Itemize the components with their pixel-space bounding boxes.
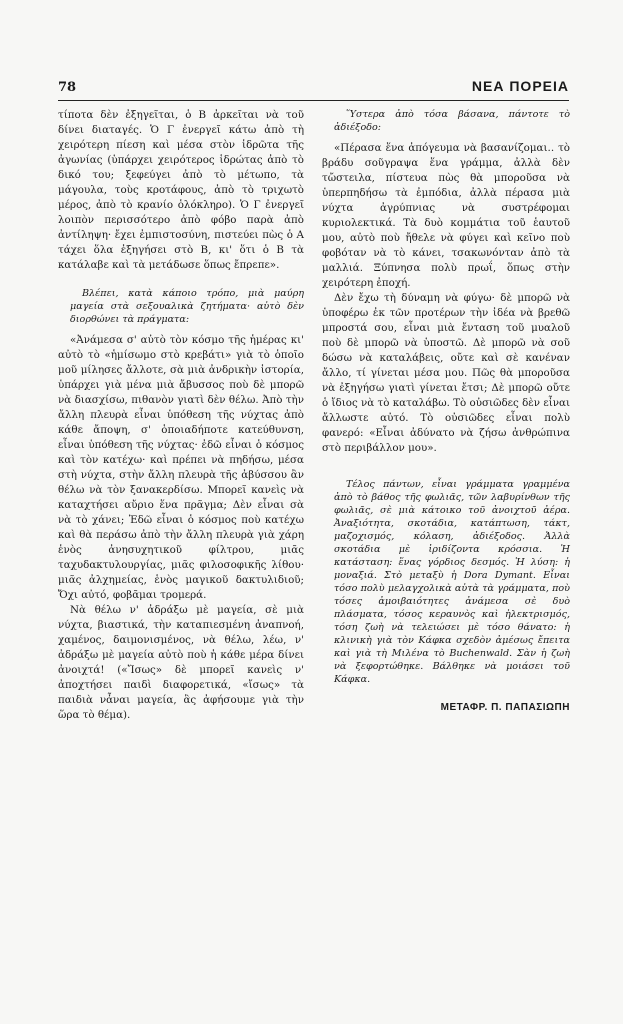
spacer [58,326,304,333]
translator-signature: ΜΕΤΑΦΡ. Π. ΠΑΠΑΣΙΩΠΗ [440,702,570,713]
right-column [322,108,570,715]
spacer [322,456,570,478]
left-paragraph-2: «Ἀνάμεσα σ' αὐτὸ τὸν κόσμο τῆς ἡμέρας κι' αὐτὸ τὸ «ἡμίσωμο στὸ κρεβάτι» γιὰ τὸ ὁποῖο μοῦ μίλησες ἄλλοτε, σὰ μιὰ ἀνδρικὴν ἱστορία, ὑπάρχει γιὰ μένα μιὰ ἄβυσσος ποὺ δὲ μπορῶ νὰ διασχίσω, πιθανὸν γιατὶ δὲν θέλω. Ἀπὸ τὴν ἄλλη πλευρὰ εἶναι ὑπόθεση τῆς νύχτας ἀπὸ κάθε ἄποψη, σ' ὁποιαδήποτε κατεύθυνση, εἶναι ὑπόθεση τῆς νύχτας· ἐδῶ εἶναι ὁ κόσμος καὶ τὸν κατέχω· καὶ πρέπει νὰ πηδήσω, μέσα στὴ νύχτα, στὴν ἄλλη πλευρὰ τῆς ἀβύσσου ἂν θέλω νὰ τὸν ξανακερδίσω. Μπορεῖ κανεὶς νὰ καταχτήσει αὔριο ἕνα πρᾶγμα; Δὲν εἶναι σὰ νὰ τὸ χάνει; Ἐδῶ εἶναι ὁ κόσμος ποὺ κατέχω καὶ θὰ περάσω ἀπὸ τὴν ἄλλη πλευρὰ γιὰ χάρη ἑνὸς ἀνησυχητικοῦ φίλτρου, μιᾶς ταχυδακτυλουργίας, μιᾶς φιλοσοφικῆς λίθου· μιᾶς ἀλχημείας, ἑνὸς μαγικοῦ δακτυλιδιοῦ; Ὄχι αὐτό, φοβᾶμαι τρομερά. [58,334,304,601]
right-paragraph-2: Δὲν ἔχω τὴ δύναμη νὰ φύγω· δὲ μπορῶ νὰ ὑποφέρω ἐκ τῶν προτέρων τὴν ἰδέα νὰ βρεθῶ μπροστά σου, εἶναι μιὰ ἔνταση τοῦ μυαλοῦ ποὺ δὲ μπορῶ νὰ ὑποστῶ. Δὲ μπορῶ νὰ σοῦ δώσω νὰ καταλάβεις, οὔτε καὶ σὲ κανέναν ἄλλο, τί γίνεται μέσα μου. Πῶς θὰ μποροῦσα νὰ ἐξηγήσω γιατὶ γίνεται ἔτσι; Δὲ μπορῶ οὔτε ὁ ἴδιος νὰ τὸ καταλάβω. Τὸ οὐσιῶδες δὲν εἶναι ἄλλωστε αὐτό. Τὸ οὐσιῶδες εἶναι πολὺ φανερό: «Εἶναι ἀδύνατο νὰ ζήσω ἀνθρώπινα στὸ περιβάλλον μου». [322,292,570,454]
journal-title: ΝΕΑ ΠΟΡΕΙΑ [471,78,569,94]
page-number: 78 [58,80,77,95]
header-rule [58,100,569,101]
right-closing-commentary: Τέλος πάντων, εἶναι γράμματα γραμμένα ἀπὸ τὸ βάθος τῆς φωλιᾶς, τῶν λαβυρίνθων τῆς φωλιᾶς, σὲ μιὰ κάτοικο τοῦ ἀνοιχτοῦ ἀέρα. Ἀναξιότητα, σκοτάδια, κατάπτωση, τάκτ, μαζοχισμός, κόλαση, ἀδιέξοδος. Ἀλλὰ σκοτάδια μὲ ἰριδίζοντα κρόσσια. Ἡ κατάσταση: ἕνας γόρδιος δεσμός. Ἡ λύση: ἡ μοναξιά. Στὸ μεταξὺ ἡ Dora Dymant. Εἶναι τόσο πολὺ μελαγχολικὰ αὐτὰ τὰ γράμματα, ποὺ τόσες ἀμοιβαιότητες ἀνάμεσα σὲ δυὸ πλάσματα, τόσος κεραυνὸς καὶ ἠλεκτρισμός, τόση ζωὴ νὰ τελειώσει μὲ τόσο θάνατο: ἡ κλινικὴ γιὰ τὸν Κάφκα σχεδὸν ἀμέσως ἔπειτα καὶ γιὰ τὴ Μιλένα τὸ Buchenwald. Σὰν ἡ ζωὴ νὰ ξεφορτώθηκε. Βάλθηκε νὰ μοιάσει τοῦ Κάφκα. [334,479,570,685]
right-editorial-intro: Ὕστερα ἀπὸ τόσα βάσανα, πάντοτε τὸ ἀδιέξοδο: [334,109,570,133]
left-paragraph-1: τίποτα δὲν ἐξηγεῖται, ὁ Β ἀρκεῖται νὰ τοῦ δίνει διαταγές. Ὁ Γ ἐνεργεῖ κάτω ἀπὸ τὴ χειρότερη πίεση καὶ μέσα στὸν ἱδρῶτα τῆς ἀγωνίας (ὑπάρχει χειρότερος ἱδρώτας ἀπὸ τὸ δικό του; ξεφεύγει ἀπὸ τὸ μέτωπο, τὰ μάγουλα, τοὺς κροτάφους, ἀπὸ τὸ τριχωτὸ μέρος, ἀπὸ τὸ κρανίο ὁλόκληρο). Ὁ Γ ἐνεργεῖ λοιπὸν περισσότερο ἀπὸ φόβο παρὰ ἀπὸ ἀντίληψη· ἔχει ἐμπιστοσύνη, πιστεύει πὼς ὁ Α τάχει ὅλα ἐξηγήσει στὸ Β, κι' ὅτι ὁ Β τὰ κατάλαβε καὶ τὰ μετάδωσε ὅπως ἔπρεπε». [58,109,304,271]
right-paragraph-1: «Πέρασα ἕνα ἀπόγευμα νὰ βασανίζομαι.. τὸ βράδυ σοῦγραψα ἕνα γράμμα, ἀλλὰ δὲν τὤστειλα, πίστευα πὼς θὰ μποροῦσα νὰ ὑπερπηδήσω τὰ ἐμπόδια, ἀλλὰ πέρασα μιὰ νύχτα ἀγρύπνιας νὰ συστρέφομαι κυριολεκτικά. Τὰ δυὸ κομμάτια τοῦ ἑαυτοῦ μου, αὐτὸ ποὺ ἤθελε νὰ φύγει καὶ κεῖνο ποὺ φοβόταν νὰ τὸ κάνει, τσακωνόνταν ἀπὸ τὰ μαλλιά. Ξύπνησα πολὺ πρωΐ, ὅπως στὴν χειρότερη ἐποχή. [322,142,570,289]
spacer [322,686,570,700]
left-editorial-intro: Βλέπει, κατὰ κάποιο τρόπο, μιὰ μαύρη μαγεία στὰ σεξουαλικὰ ζητήματα· αὐτὸ δὲν διορθώνει τὰ πράγματα: [70,288,304,325]
left-paragraph-3: Νὰ θέλω ν' ἀδράξω μὲ μαγεία, σὲ μιὰ νύχτα, βιαστικά, τὴν καταπιεσμένη ἀναπνοή, χαμένος, δαιμονισμένος, νὰ θέλω, λέω, ν' ἀδράξω μὲ μαγεία αὐτὸ ποὺ ἡ κάθε μέρα δίνει ἀνοιχτά! («Ἴσως» δὲ μπορεῖ κανεὶς ν' ἀποχτήσει παιδὶ διαφορετικά, «ἴσως» τὰ παιδιὰ νἆναι μαγεία, ἂς ἀφήσουμε γιὰ τὴν ὥρα τὸ θέμα). [58,604,304,721]
spacer [322,134,570,141]
spacer [58,273,304,287]
left-column [58,108,304,723]
